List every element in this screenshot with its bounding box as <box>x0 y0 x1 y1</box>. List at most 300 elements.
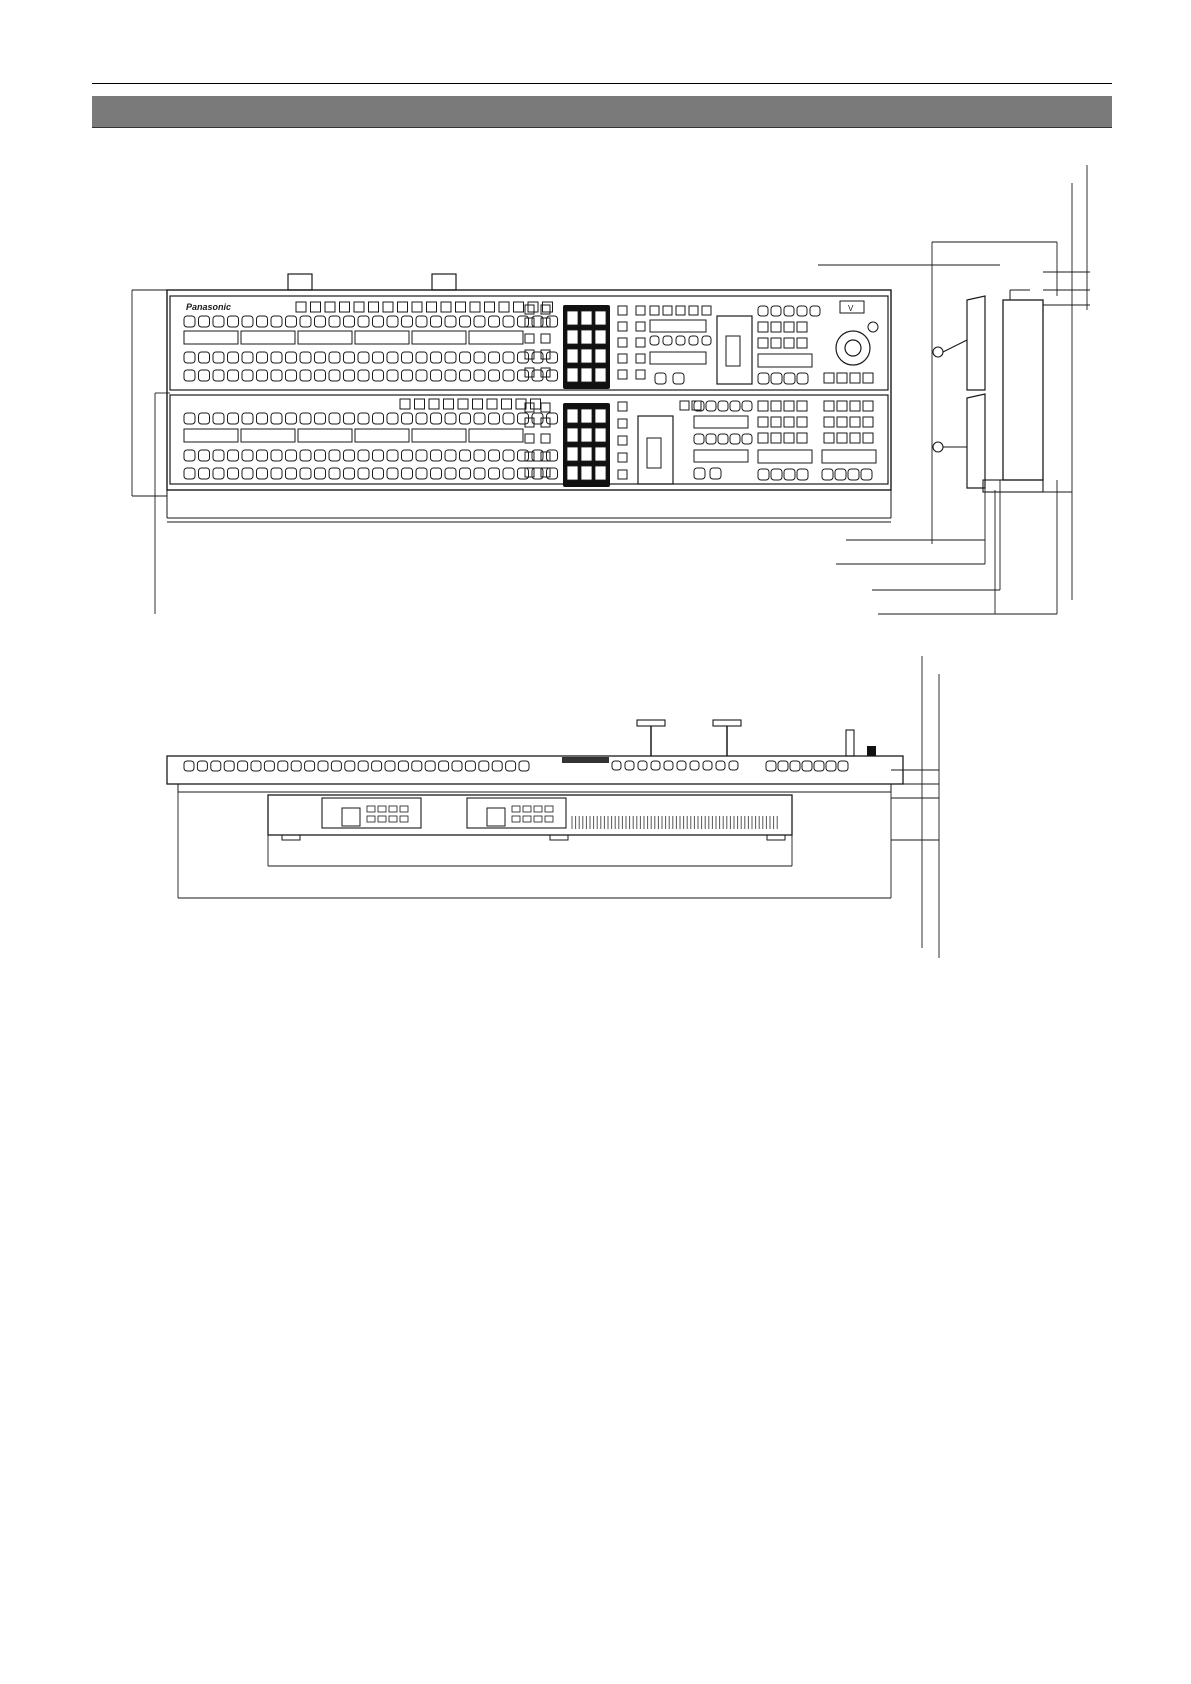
side-button <box>541 350 550 359</box>
rear-button-cap <box>412 761 422 771</box>
bus-button <box>286 370 297 381</box>
rear-button-cap <box>690 761 699 770</box>
control-button <box>784 417 794 427</box>
keypad-button <box>567 368 578 382</box>
control-button <box>797 417 807 427</box>
control-button <box>718 434 728 444</box>
bus-button <box>431 352 442 363</box>
control-button <box>758 338 768 348</box>
keypad-button <box>595 447 606 461</box>
control-button <box>692 401 701 410</box>
top-row-button <box>543 302 553 312</box>
module-port <box>545 816 553 822</box>
bus-button <box>387 450 398 461</box>
control-button <box>784 373 795 384</box>
control-button <box>784 469 795 480</box>
rear-button-cap <box>452 761 462 771</box>
control-button <box>824 433 834 443</box>
bus-button <box>373 370 384 381</box>
bus-button <box>373 316 384 327</box>
keypad-button <box>595 349 606 363</box>
bus-button <box>474 413 485 424</box>
rear-button-cap <box>506 761 516 771</box>
control-display <box>694 416 748 428</box>
rear-button-cap <box>465 761 475 771</box>
rear-button-cap <box>790 761 800 771</box>
control-button <box>758 322 768 332</box>
rear-button-cap <box>519 761 529 771</box>
bus-button <box>286 450 297 461</box>
bus-button <box>402 468 413 479</box>
bus-name-display <box>412 429 466 442</box>
top-row-button <box>340 302 350 312</box>
control-button <box>784 306 794 316</box>
rear-button-cap <box>372 761 382 771</box>
rear-button-cap <box>425 761 435 771</box>
control-button <box>797 338 807 348</box>
control-button <box>771 373 782 384</box>
joystick-outer <box>836 331 870 365</box>
control-button <box>676 336 685 345</box>
rear-button-cap <box>651 761 660 770</box>
t-bar-left-grip <box>637 720 665 726</box>
front-handle-left <box>288 274 312 290</box>
side-panel-bottom <box>967 394 985 488</box>
bus-button <box>271 370 282 381</box>
rear-joystick <box>846 730 854 756</box>
rear-foot <box>767 835 785 840</box>
top-row-button <box>311 302 321 312</box>
bus-button <box>199 468 210 479</box>
bus-button <box>445 316 456 327</box>
control-button <box>824 401 834 411</box>
rear-button-cap <box>612 761 621 770</box>
side-button <box>525 305 534 314</box>
control-button <box>863 417 873 427</box>
bus-button <box>344 468 355 479</box>
control-button <box>618 306 627 315</box>
rear-button-cap <box>398 761 408 771</box>
bus-button <box>199 413 210 424</box>
keypad-button <box>581 311 592 325</box>
bus-button <box>199 352 210 363</box>
bus-button <box>489 316 500 327</box>
bus-button <box>300 468 311 479</box>
bus-button <box>402 450 413 461</box>
control-button <box>850 401 860 411</box>
rear-button-cap <box>802 761 812 771</box>
module-port <box>367 816 375 822</box>
bus-button <box>329 450 340 461</box>
side-button <box>525 434 534 443</box>
control-button <box>663 306 672 315</box>
dimension-lines <box>132 165 1090 958</box>
bus-button <box>329 413 340 424</box>
bus-button <box>358 370 369 381</box>
bus-button <box>460 413 471 424</box>
bus-button <box>402 316 413 327</box>
keypad-button <box>595 409 606 423</box>
bus-button <box>474 352 485 363</box>
top-row-button <box>485 302 495 312</box>
top-row-button <box>383 302 393 312</box>
bus-button <box>300 370 311 381</box>
module-port <box>378 816 386 822</box>
bus-button <box>358 450 369 461</box>
keypad-button <box>581 349 592 363</box>
side-button <box>525 350 534 359</box>
front-view <box>167 274 891 518</box>
bus-name-display <box>469 429 523 442</box>
rear-button-cap <box>224 761 234 771</box>
control-button <box>706 401 716 411</box>
bus-button <box>184 450 195 461</box>
bus-button <box>387 370 398 381</box>
keypad-button <box>581 368 592 382</box>
top-row-button <box>444 399 454 409</box>
control-button <box>618 338 627 347</box>
control-button <box>636 306 645 315</box>
control-button <box>730 434 740 444</box>
top-row-button <box>369 302 379 312</box>
control-button <box>810 306 820 316</box>
keypad-button <box>567 330 578 344</box>
bus-button <box>489 468 500 479</box>
bus-button <box>474 316 485 327</box>
bus-button <box>416 468 427 479</box>
module-connector <box>342 808 360 826</box>
bus-button <box>213 413 224 424</box>
rear-button-cap <box>264 761 274 771</box>
control-button <box>824 417 834 427</box>
bus-button <box>184 413 195 424</box>
bus-name-display <box>184 331 238 344</box>
control-button <box>673 373 684 384</box>
keypad-button <box>567 466 578 480</box>
bus-button <box>271 450 282 461</box>
bus-button <box>300 352 311 363</box>
control-button <box>861 469 872 480</box>
bus-button <box>431 468 442 479</box>
keypad-button <box>581 409 592 423</box>
bus-button <box>271 413 282 424</box>
bus-button <box>300 316 311 327</box>
bus-button <box>445 450 456 461</box>
module-port <box>512 806 520 812</box>
rear-button-cap <box>638 761 647 770</box>
bus-button <box>228 413 239 424</box>
control-button <box>771 338 781 348</box>
control-button <box>730 401 740 411</box>
fader-bay-bottom <box>638 416 673 484</box>
side-view <box>933 290 1043 492</box>
side-button <box>525 368 534 377</box>
control-button <box>694 468 705 479</box>
bus-button <box>344 316 355 327</box>
bus-name-display <box>355 429 409 442</box>
bus-button <box>503 413 514 424</box>
top-row-button <box>400 399 410 409</box>
rear-knob-black <box>867 746 876 756</box>
keypad-button <box>595 368 606 382</box>
keypad-button <box>567 409 578 423</box>
bus-button <box>431 316 442 327</box>
bus-button <box>460 370 471 381</box>
joystick-knob <box>845 340 861 356</box>
fader-handle <box>647 438 661 468</box>
module-port <box>378 806 386 812</box>
bus-button <box>315 413 326 424</box>
bus-button <box>489 413 500 424</box>
rear-button-cap <box>492 761 502 771</box>
bus-button <box>315 370 326 381</box>
bus-button <box>373 352 384 363</box>
top-row-button <box>412 302 422 312</box>
control-button <box>718 401 728 411</box>
bus-button <box>213 370 224 381</box>
rear-module-right <box>467 798 566 828</box>
rear-module-left <box>322 798 421 828</box>
control-button <box>771 322 781 332</box>
control-button <box>689 336 698 345</box>
bus-button <box>402 413 413 424</box>
control-button <box>797 306 807 316</box>
control-button <box>797 469 808 480</box>
control-button <box>784 322 794 332</box>
bus-button <box>271 316 282 327</box>
bus-button <box>416 413 427 424</box>
bus-button <box>344 450 355 461</box>
bus-button <box>547 370 558 381</box>
bus-button <box>416 370 427 381</box>
bus-button <box>315 450 326 461</box>
side-button <box>541 403 550 412</box>
bus-name-display <box>355 331 409 344</box>
keypad-button <box>595 311 606 325</box>
side-button <box>541 434 550 443</box>
rear-foot <box>550 835 568 840</box>
keypad-button <box>595 428 606 442</box>
top-row-button <box>502 399 512 409</box>
bus-button <box>242 450 253 461</box>
control-button <box>702 336 711 345</box>
keypad-button <box>581 428 592 442</box>
bus-button <box>460 316 471 327</box>
keypad-button <box>567 311 578 325</box>
bus-button <box>199 316 210 327</box>
control-button <box>636 370 645 379</box>
bus-button <box>344 413 355 424</box>
bus-button <box>257 468 268 479</box>
control-button <box>618 370 627 379</box>
control-button <box>618 419 627 428</box>
generated-buttons <box>184 302 876 840</box>
control-button <box>636 354 645 363</box>
bus-button <box>242 370 253 381</box>
control-button <box>758 306 768 316</box>
bus-button <box>474 450 485 461</box>
keypad-button <box>581 330 592 344</box>
side-button <box>525 334 534 343</box>
bus-button <box>547 352 558 363</box>
joystick-dot <box>868 322 878 332</box>
bus-button <box>286 316 297 327</box>
control-button <box>706 434 716 444</box>
bus-button <box>315 352 326 363</box>
control-button <box>850 417 860 427</box>
bus-button <box>358 468 369 479</box>
bus-button <box>503 352 514 363</box>
bus-button <box>503 316 514 327</box>
control-button <box>797 322 807 332</box>
top-row-button <box>456 302 466 312</box>
control-button <box>636 322 645 331</box>
module-port <box>367 806 375 812</box>
bus-button <box>329 468 340 479</box>
bus-name-display <box>412 331 466 344</box>
control-button <box>636 338 645 347</box>
top-row-button <box>296 302 306 312</box>
rear-button-cap <box>385 761 395 771</box>
front-handle-right <box>432 274 456 290</box>
bus-button <box>213 352 224 363</box>
keypad-button <box>595 330 606 344</box>
bus-button <box>213 316 224 327</box>
top-row-button <box>514 302 524 312</box>
control-button <box>702 306 711 315</box>
bus-button <box>474 468 485 479</box>
control-button <box>771 306 781 316</box>
rear-button-cap <box>664 761 673 770</box>
bus-button <box>257 316 268 327</box>
control-button <box>618 322 627 331</box>
bus-button <box>315 468 326 479</box>
control-button <box>742 434 752 444</box>
module-port <box>389 806 397 812</box>
bus-button <box>402 352 413 363</box>
control-button <box>797 373 808 384</box>
rear-button-cap <box>197 761 207 771</box>
rear-chassis <box>268 795 792 835</box>
bus-button <box>503 450 514 461</box>
bus-button <box>358 316 369 327</box>
control-button <box>618 354 627 363</box>
keypad-button <box>567 349 578 363</box>
bus-button <box>199 450 210 461</box>
control-button <box>618 402 627 411</box>
bus-button <box>460 450 471 461</box>
control-button <box>822 469 833 480</box>
control-display <box>650 320 706 332</box>
bus-button <box>228 468 239 479</box>
control-button <box>784 433 794 443</box>
bus-button <box>257 450 268 461</box>
bus-button <box>257 413 268 424</box>
rear-button-cap <box>305 761 315 771</box>
fader-bay-top <box>717 316 752 384</box>
control-button <box>758 469 769 480</box>
bus-button <box>286 468 297 479</box>
brand-logo: Panasonic <box>186 302 232 312</box>
bus-button <box>445 370 456 381</box>
bus-button <box>257 352 268 363</box>
rear-button-cap <box>358 761 368 771</box>
keypad-button <box>581 466 592 480</box>
bus-button <box>518 370 529 381</box>
control-button <box>771 417 781 427</box>
side-handle-top <box>933 347 943 357</box>
top-row-button <box>325 302 335 312</box>
control-display <box>822 450 876 463</box>
rear-button-cap <box>766 761 776 771</box>
rear-button-cap <box>345 761 355 771</box>
rear-button-cap <box>703 761 712 770</box>
bus-button <box>271 352 282 363</box>
control-display <box>758 450 812 463</box>
control-button <box>863 401 873 411</box>
bus-button <box>242 413 253 424</box>
control-button <box>618 436 627 445</box>
keypad-button <box>595 466 606 480</box>
rear-button-cap <box>211 761 221 771</box>
rear-top-surface <box>167 756 903 784</box>
bus-button <box>416 450 427 461</box>
bus-button <box>213 450 224 461</box>
control-button <box>758 417 768 427</box>
bus-button <box>431 413 442 424</box>
control-button <box>655 373 666 384</box>
bus-button <box>184 468 195 479</box>
bus-button <box>402 370 413 381</box>
keypad-button <box>581 447 592 461</box>
bus-button <box>445 413 456 424</box>
bus-button <box>431 370 442 381</box>
bus-button <box>300 450 311 461</box>
control-button <box>784 338 794 348</box>
top-row-button <box>415 399 425 409</box>
bus-button <box>184 352 195 363</box>
rear-button-cap <box>778 761 788 771</box>
control-button <box>835 469 846 480</box>
bus-button <box>329 352 340 363</box>
bus-button <box>344 370 355 381</box>
top-row-button <box>487 399 497 409</box>
bus-name-display <box>298 331 352 344</box>
top-row-button <box>427 302 437 312</box>
bus-button <box>329 370 340 381</box>
rear-button-cap <box>278 761 288 771</box>
rear-button-cap <box>238 761 248 771</box>
rear-button-cap <box>677 761 686 770</box>
control-button <box>742 401 752 411</box>
module-port <box>523 806 531 812</box>
top-row-button <box>354 302 364 312</box>
bus-button <box>373 468 384 479</box>
control-button <box>758 373 769 384</box>
bus-button <box>242 352 253 363</box>
top-row-button <box>458 399 468 409</box>
bus-button <box>329 316 340 327</box>
bus-button <box>503 370 514 381</box>
rear-button-cap <box>439 761 449 771</box>
bus-button <box>358 413 369 424</box>
module-port <box>534 806 542 812</box>
control-display <box>694 450 748 462</box>
bus-button <box>445 352 456 363</box>
module-port <box>534 816 542 822</box>
bus-button <box>387 316 398 327</box>
side-button <box>541 368 550 377</box>
